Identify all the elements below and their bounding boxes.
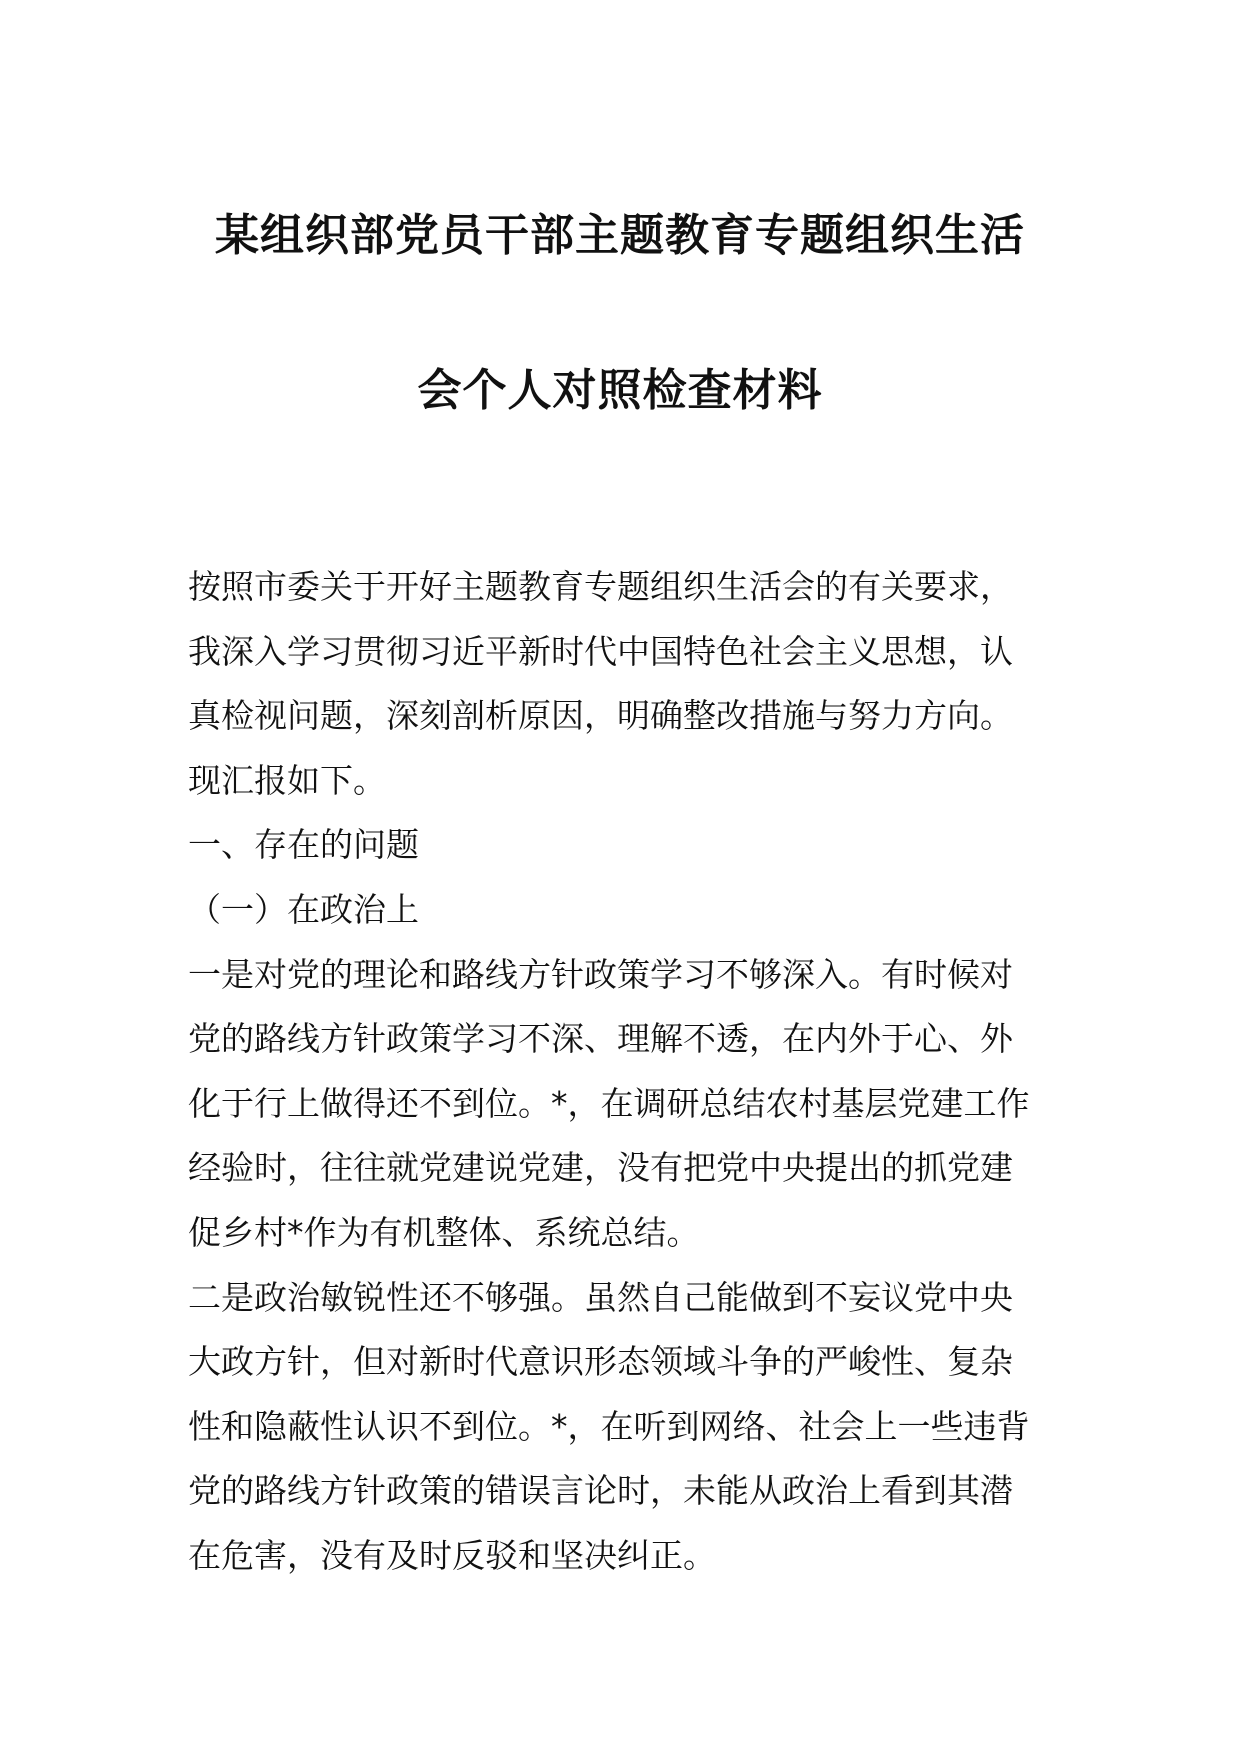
- body-line: 经验时，往往就党建说党建，没有把党中央提出的抓党建: [188, 1148, 1013, 1188]
- body-line: 性和隐蔽性认识不到位。*，在听到网络、社会上一些违背: [188, 1406, 1030, 1446]
- body-line: 我深入学习贯彻习近平新时代中国特色社会主义思想，认: [188, 631, 1013, 671]
- body-line: 现汇报如下。: [188, 760, 386, 800]
- body-line: 一是对党的理论和路线方针政策学习不够深入。有时候对: [188, 954, 1013, 994]
- body-line: 促乡村*作为有机整体、系统总结。: [188, 1212, 700, 1252]
- body-line: 二是政治敏锐性还不够强。虽然自己能做到不妄议党中央: [188, 1277, 1013, 1317]
- body-line: 真检视问题，深刻剖析原因，明确整改措施与努力方向。: [188, 696, 1013, 736]
- body-line: 在危害，没有及时反驳和坚决纠正。: [188, 1535, 716, 1575]
- document-title-line-2: 会个人对照检查材料: [417, 365, 823, 416]
- section-heading: 一、存在的问题: [188, 825, 419, 865]
- body-line: 按照市委关于开好主题教育专题组织生活会的有关要求，: [188, 567, 1013, 606]
- document-body: [188, 555, 1068, 1589]
- body-line: 党的路线方针政策的错误言论时，未能从政治上看到其潜: [188, 1471, 1013, 1511]
- body-line: 化于行上做得还不到位。*，在调研总结农村基层党建工作: [188, 1083, 1030, 1123]
- body-line: 党的路线方针政策学习不深、理解不透，在内外于心、外: [188, 1019, 1013, 1059]
- document-title-line-1: 某组织部党员干部主题教育专题组织生活: [215, 210, 1025, 261]
- body-line: 大政方针，但对新时代意识形态领域斗争的严峻性、复杂: [188, 1342, 1013, 1382]
- subsection-heading: （一）在政治上: [188, 889, 419, 929]
